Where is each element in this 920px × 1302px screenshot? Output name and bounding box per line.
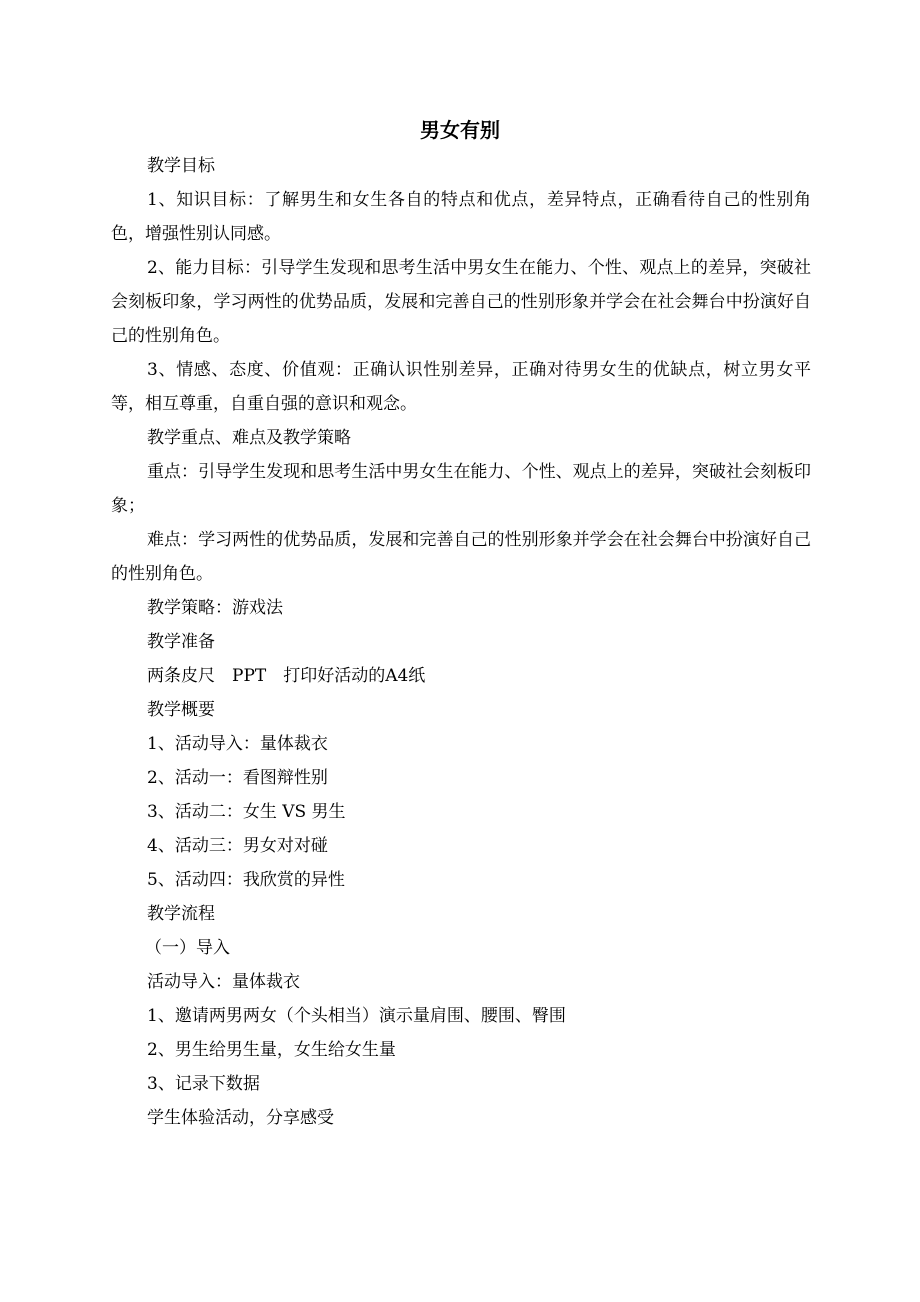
list-item: 3、记录下数据: [147, 1074, 260, 1094]
paragraph-emotion-objective: 3、情感、态度、价值观：正确认识性别差异，正确对待男女生的优缺点，树立男女平等，相互尊重，自重自强的意识和观念。: [111, 360, 811, 414]
paragraph-ability-objective: 2、能力目标：引导学生发现和思考生活中男女生在能力、个性、观点上的差异，突破社会刻板印象，学习两性的优势品质，发展和完善自己的性别形象并学会在社会舞台中扮演好自己的性别角色。: [111, 258, 811, 346]
list-item: 2、男生给男生量，女生给女生量: [147, 1040, 396, 1060]
subsection-heading-intro: （一）导入: [145, 938, 230, 958]
paragraph-materials: 两条皮尺 PPT 打印好活动的A4纸: [147, 666, 426, 686]
section-heading-overview: 教学概要: [147, 700, 215, 720]
activity-title: 活动导入：量体裁衣: [147, 972, 300, 992]
list-item: 1、活动导入：量体裁衣: [147, 734, 328, 754]
section-heading-preparation: 教学准备: [147, 632, 215, 652]
paragraph-knowledge-objective: 1、知识目标：了解男生和女生各自的特点和优点，差异特点，正确看待自己的性别角色，增强性别认同感。: [111, 190, 811, 244]
section-heading-procedure: 教学流程: [147, 904, 215, 924]
list-item: 1、邀请两男两女（个头相当）演示量肩围、腰围、臀围: [147, 1006, 566, 1026]
list-item: 4、活动三：男女对对碰: [147, 836, 328, 856]
document-title: 男女有别: [420, 118, 500, 142]
list-item: 3、活动二：女生 VS 男生: [147, 802, 346, 822]
section-heading-objectives: 教学目标: [147, 156, 215, 176]
section-heading-key-points: 教学重点、难点及教学策略: [147, 428, 351, 448]
paragraph-experience: 学生体验活动，分享感受: [147, 1108, 334, 1128]
list-item: 5、活动四：我欣赏的异性: [147, 870, 345, 890]
paragraph-difficult-point: 难点：学习两性的优势品质，发展和完善自己的性别形象并学会在社会舞台中扮演好自己的性别角色。: [111, 530, 811, 584]
list-item: 2、活动一：看图辩性别: [147, 768, 328, 788]
paragraph-strategy: 教学策略：游戏法: [147, 598, 283, 618]
paragraph-key-point: 重点：引导学生发现和思考生活中男女生在能力、个性、观点上的差异，突破社会刻板印象；: [111, 462, 811, 516]
document-body: [111, 149, 811, 1135]
